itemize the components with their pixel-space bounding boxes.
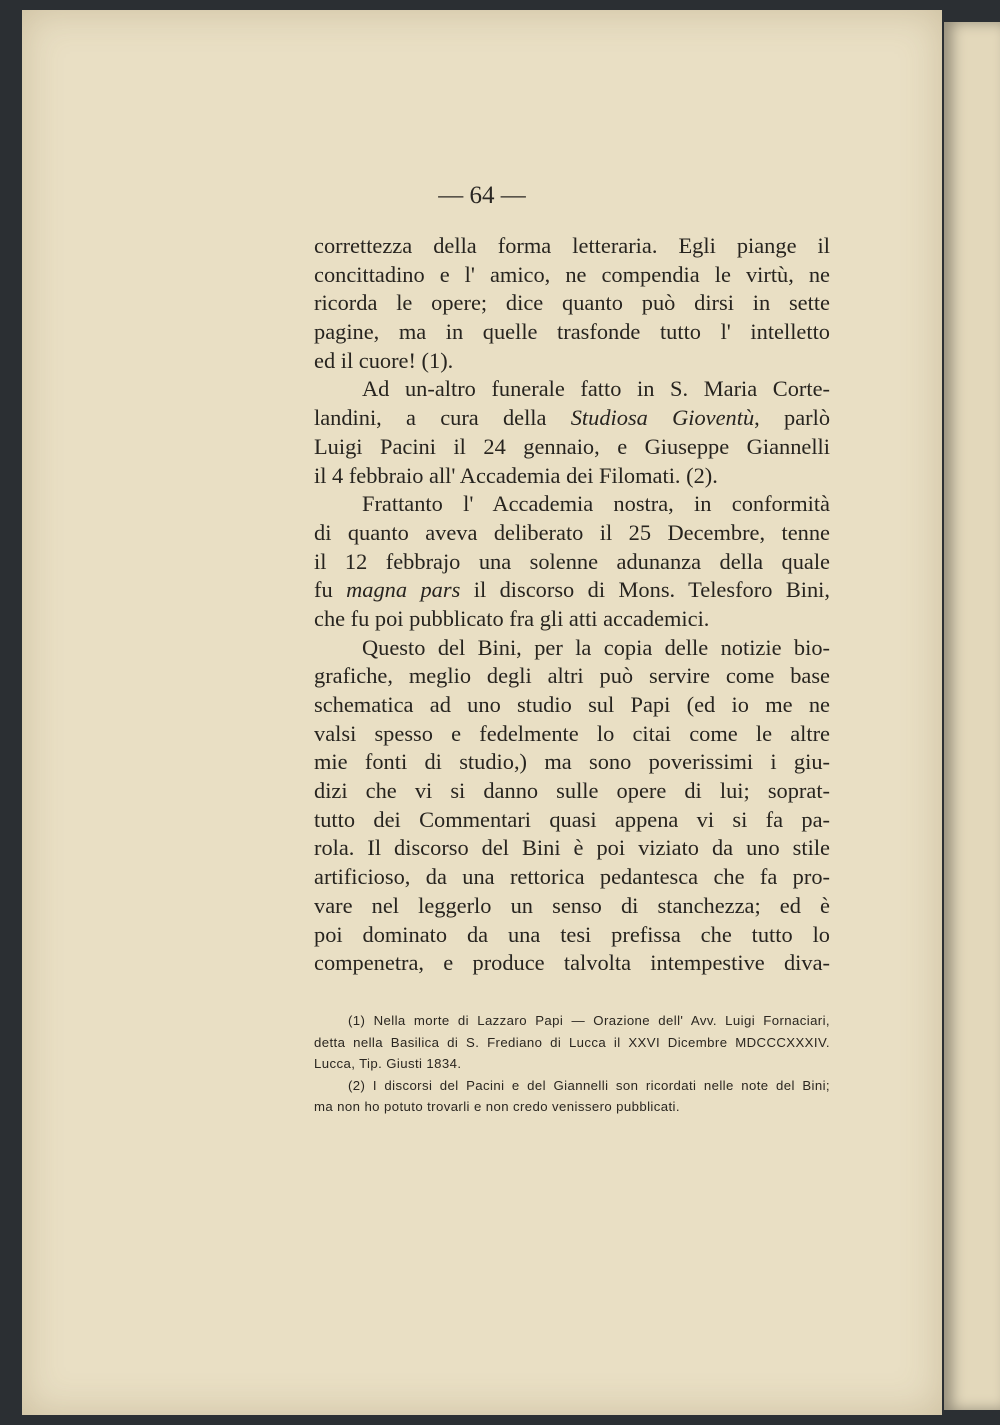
body-line: fu magna pars il discorso di Mons. Telesforo Bini,: [314, 577, 830, 603]
body-line: grafiche, meglio degli altri può servire come base: [314, 663, 830, 689]
body-line: rola. Il discorso del Bini è poi viziato da uno stile: [314, 835, 830, 861]
body-line: mie fonti di studio,) ma sono poverissimi i giu-: [314, 749, 830, 775]
body-text: [314, 232, 830, 978]
body-line: Questo del Bini, per la copia delle notizie bio-: [362, 634, 830, 660]
body-line: il 12 febbrajo una solenne adunanza della quale: [314, 548, 830, 574]
body-line: Ad un-altro funerale fatto in S. Maria Corte-: [362, 376, 830, 402]
body-line: dizi che vi si danno sulle opere di lui; soprat-: [314, 778, 830, 804]
body-line: tutto dei Commentari quasi appena vi si fa pa-: [314, 806, 830, 832]
body-line: Frattanto l' Accademia nostra, in conformità: [362, 491, 830, 517]
footnote-line: detta nella Basilica di S. Frediano di Lucca il XXVI Dicembre MDCCCXXXIV.: [314, 1034, 830, 1050]
footnote-line: (2) I discorsi del Pacini e del Giannelli son ricordati nelle note del Bini;: [348, 1077, 830, 1093]
body-line: Luigi Pacini il 24 gennaio, e Giuseppe Giannelli: [314, 433, 830, 459]
body-line: di quanto aveva deliberato il 25 Decembre, tenne: [314, 519, 830, 545]
footnote-line: Lucca, Tip. Giusti 1834.: [314, 1056, 462, 1071]
body-line: artificioso, da una rettorica pedantesca che fa pro-: [314, 864, 830, 890]
footnote-line: (1) Nella morte di Lazzaro Papi — Orazione dell' Avv. Luigi Fornaciari,: [348, 1013, 830, 1028]
footnotes: [314, 1010, 830, 1118]
body-line: valsi spesso e fedelmente lo citai come le altre: [314, 720, 830, 746]
book-page: [22, 10, 942, 1415]
body-line: correttezza della forma letteraria. Egli piange il: [314, 233, 830, 258]
italic-phrase: Studiosa Gioventù: [570, 405, 755, 431]
body-line: il 4 febbraio all' Accademia dei Filomati. (2).: [314, 462, 718, 488]
body-line: ricorda le opere; dice quanto può dirsi in sette: [314, 290, 830, 316]
italic-phrase: magna pars: [346, 577, 461, 603]
body-line: ed il cuore! (1).: [314, 347, 454, 373]
body-line: pagine, ma in quelle trasfonde tutto l' intelletto: [314, 319, 830, 345]
body-line: concittadino e l' amico, ne compendia le virtù, ne: [314, 261, 830, 287]
page-number: — 64 —: [438, 182, 526, 209]
body-line: compenetra, e produce talvolta intempestive diva-: [314, 950, 830, 976]
body-line: vare nel leggerlo un senso di stanchezza; ed è: [314, 892, 830, 918]
body-line: che fu poi pubblicato fra gli atti accademici.: [314, 605, 710, 631]
body-line: schematica ad uno studio sul Papi (ed io me ne: [314, 692, 830, 717]
body-line: landini, a cura della Studiosa Gioventù, parlò: [314, 405, 831, 431]
body-line: poi dominato da una tesi prefissa che tutto lo: [314, 921, 830, 947]
footnote-line: ma non ho potuto trovarli e non credo venissero pubblicati.: [314, 1099, 680, 1114]
adjacent-page-edge: [944, 22, 1000, 1410]
